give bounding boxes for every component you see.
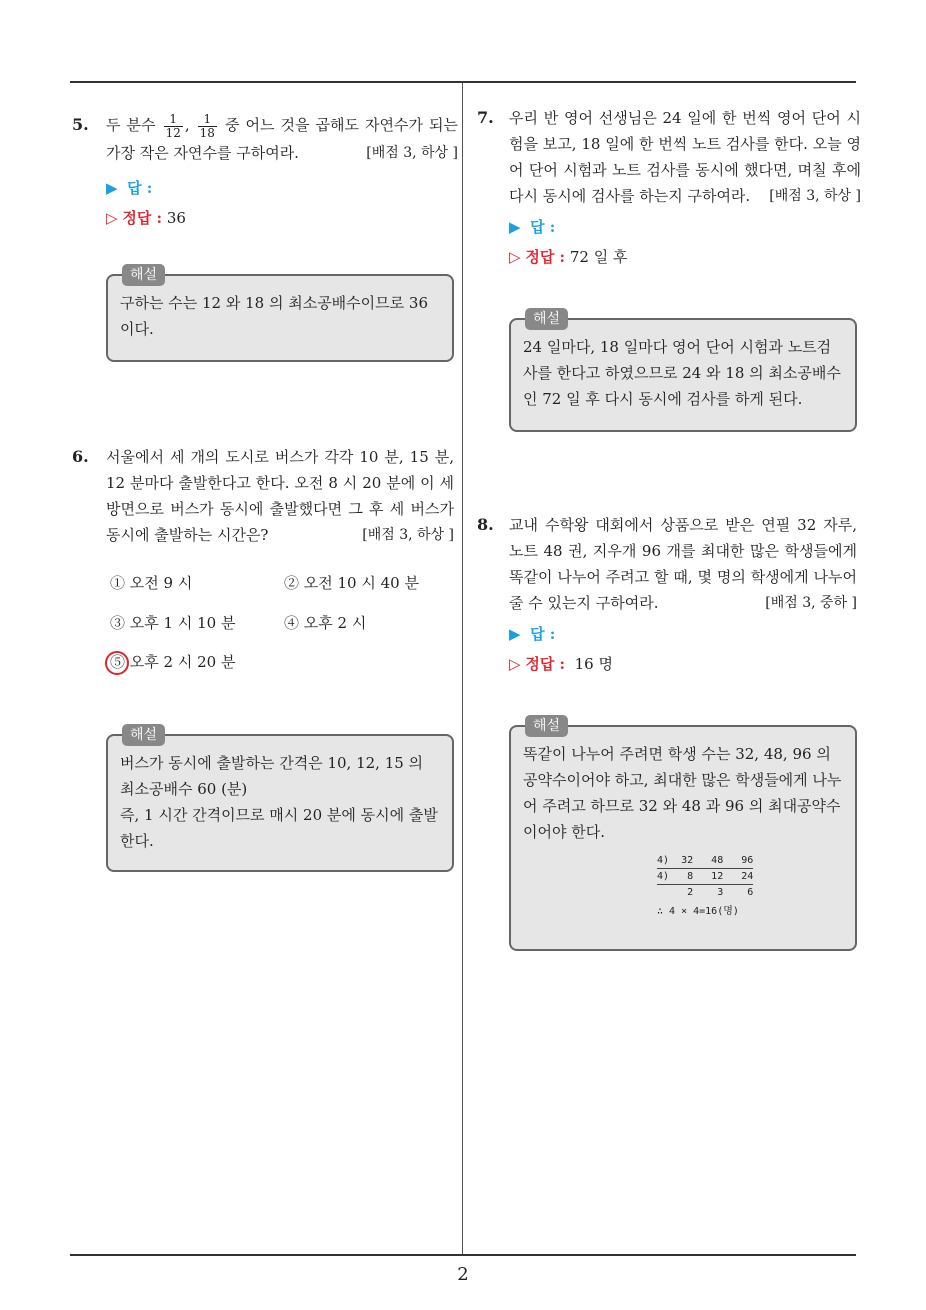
choice-5[interactable]: ⑤ 오후 2 시 20 분 [110, 653, 236, 671]
explanation-text-1: 버스가 동시에 출발하는 간격은 10, 12, 15 의 최소공배수 60 (분) [120, 754, 424, 798]
explanation-box-6 [106, 727, 454, 872]
answer-line: ▶ 답 : [509, 625, 556, 643]
calc-result: ∴ 4 × 4=16(명) [657, 906, 739, 917]
question-7 [477, 105, 861, 271]
question-5 [72, 111, 459, 232]
question-number: 5. [72, 115, 89, 134]
question-text: 교내 수학왕 대회에서 상품으로 받은 연필 32 자루, 노트 48 권, 지우개 96 개를 최대한 많은 학생들에게 똑같이 나누어 주려고 할 때, 몇 명의 학생에게 나누어 줄 수 있는지 구하여라. [배점 3, 중하 ] [509, 512, 857, 616]
explanation-tag: 해설 [122, 724, 165, 746]
question-8 [477, 512, 857, 678]
calc-row-2: 4) 8 12 24 [657, 869, 753, 885]
explanation-box-7 [509, 311, 857, 432]
fraction-1-12: $\frac{1}{12}$ [165, 111, 181, 140]
choice-4[interactable]: ④ 오후 2 시 [284, 614, 367, 632]
page-number: 2 [457, 1264, 469, 1285]
top-rule [70, 81, 856, 83]
triangle-outline-icon: ▷ [106, 208, 118, 227]
question-number: 6. [72, 447, 89, 466]
correct-answer-line: ▷ 정답 : 16 명 [509, 655, 613, 673]
explanation-tag: 해설 [525, 308, 568, 330]
explanation-text: 똑같이 나누어 주려면 학생 수는 32, 48, 96 의 공약수이어야 하고, 최대한 많은 학생들에게 나누어 주려고 하므로 32 와 48 과 96 의 최대공약수이어야 한다. [523, 745, 842, 841]
correct-answer-line: ▷ 정답 : 36 [106, 208, 186, 227]
score-label: [배점 3, 중하 ] [765, 595, 857, 611]
explanation-tag: 해설 [122, 264, 165, 286]
triangle-outline-icon: ▷ [509, 655, 521, 673]
correct-answer-line: ▷ 정답 : 72 일 후 [509, 248, 628, 266]
left-column [72, 111, 459, 850]
calc-row-3: 2 3 6 [657, 887, 754, 898]
triangle-filled-icon: ▶ [509, 218, 521, 236]
explanation-text: 24 일마다, 18 일마다 영어 단어 시험과 노트검사를 한다고 하였으므로 24 와 18 의 최소공배수인 72 일 후 다시 동시에 검사를 하게 된다. [523, 338, 841, 408]
triangle-outline-icon: ▷ [509, 248, 521, 266]
correct-answer: 36 [166, 208, 186, 227]
triangle-filled-icon: ▶ [509, 625, 521, 643]
explanation-box-5 [106, 267, 454, 362]
calc-row-1: 4) 32 48 96 [657, 853, 753, 869]
choice-1[interactable]: ① 오전 9 시 [110, 574, 193, 592]
explanation-text: 구하는 수는 12 와 18 의 최소공배수이므로 36 이다. [120, 294, 428, 338]
fraction-1-18: $\frac{1}{18}$ [199, 111, 215, 140]
correct-answer: 16 명 [574, 655, 613, 673]
right-column [477, 105, 861, 917]
explanation-box-8 [509, 718, 857, 951]
question-6 [72, 444, 454, 548]
question-text: 서울에서 세 개의 도시로 버스가 각각 10 분, 15 분, 12 분마다 출발한다고 한다. 오전 8 시 20 분에 이 세 방면으로 버스가 동시에 출발했다면 그 후 세 버스가 동시에 출발하는 시간은? [배점 3, 하상 ] [106, 444, 454, 548]
choice-3[interactable]: ③ 오후 1 시 10 분 [110, 614, 236, 632]
question-text: 두 분수 $\frac{1}{12}$ , $\frac{1}{18}$ 중 어느 것을 곱해도 자연수가 되는 가장 작은 자연수를 구하여라. [배점 3, 하상 ] [106, 112, 458, 166]
explanation-tag: 해설 [525, 715, 568, 737]
answer-line: ▶ 답 : [509, 218, 556, 236]
score-label: [배점 3, 하상 ] [366, 144, 458, 161]
bottom-rule [70, 1254, 856, 1256]
column-divider [462, 83, 463, 1255]
correct-answer: 72 일 후 [569, 248, 628, 266]
explanation-text-2: 즉, 1 시간 간격이므로 매시 20 분에 동시에 출발한다. [120, 806, 438, 850]
question-text: 우리 반 영어 선생님은 24 일에 한 번씩 영어 단어 시험을 보고, 18 일에 한 번씩 노트 검사를 한다. 오늘 영어 단어 시험과 노트 검사를 동시에 했다면, 며칠 후에 다시 동시에 검사를 하는지 구하여라. [배점 3, 하상 ] [509, 105, 861, 209]
division-calculation [657, 853, 843, 919]
question-number: 8. [477, 515, 494, 534]
selected-answer-circle [105, 651, 129, 675]
answer-line: ▶ 답 : [106, 178, 153, 197]
question-number: 7. [477, 108, 494, 127]
score-label: [배점 3, 하상 ] [769, 188, 861, 204]
triangle-filled-icon: ▶ [106, 178, 118, 197]
score-label: [배점 3, 하상 ] [362, 527, 454, 543]
choice-2[interactable]: ② 오전 10 시 40 분 [284, 574, 419, 592]
